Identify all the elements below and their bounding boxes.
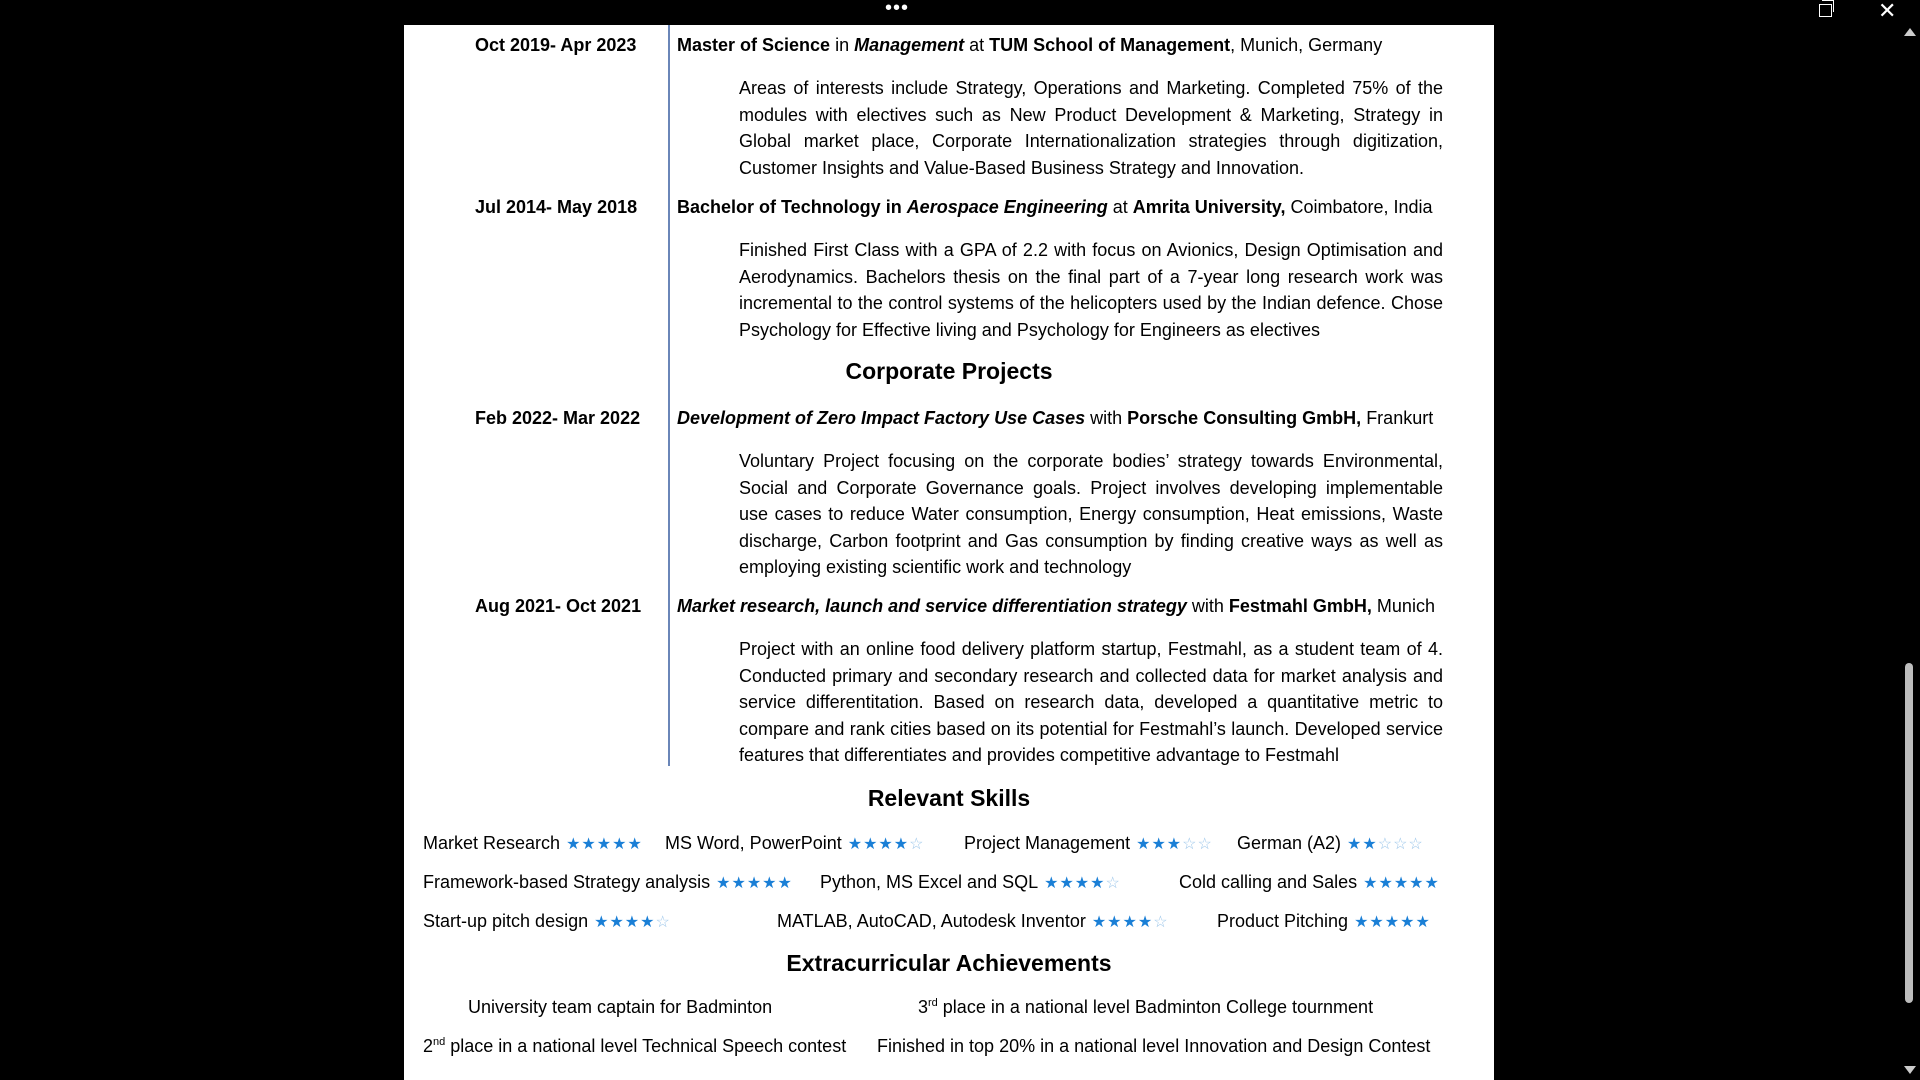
location: , Munich, Germany	[1230, 35, 1383, 55]
location: Frankurt	[1361, 408, 1434, 428]
education-description: Finished First Class with a GPA of 2.2 with focus on Avionics, Design Optimisation and Aerodynamics. Bachelors thesis on the final part of a 7-year long research work was incremental to the control systems of the helicopters used by the Indian defence. Chose Psychology for Effective living and Psychology for Engineers as electives	[739, 240, 1443, 340]
section-title-achievements: Extracurricular Achievements	[786, 950, 1112, 976]
star-filled-icon: ★	[1415, 914, 1431, 931]
star-filled-icon: ★	[847, 836, 864, 853]
rating-stars-icon	[1044, 875, 1121, 892]
more-options-icon[interactable]: •••	[885, 0, 910, 19]
close-icon[interactable]: ✕	[1878, 0, 1897, 23]
institution: Amrita University,	[1132, 197, 1286, 217]
star-filled-icon: ★	[1136, 836, 1152, 853]
achievement-item: Finished in top 20% in a national level Innovation and Design Contest	[877, 1036, 1431, 1056]
star-filled-icon: ★	[1151, 836, 1167, 853]
star-filled-icon: ★	[1044, 875, 1060, 892]
rating-stars-icon	[1092, 914, 1169, 931]
connector: in	[830, 35, 855, 55]
star-filled-icon: ★	[1091, 914, 1108, 931]
star-empty-icon: ☆	[1182, 836, 1198, 853]
company: Porsche Consulting GmbH,	[1127, 408, 1362, 428]
skill-item: Project Management ★★★☆☆	[964, 833, 1213, 853]
star-filled-icon: ★	[1074, 875, 1091, 892]
education-date: Oct 2019- Apr 2023	[475, 35, 637, 55]
star-filled-icon: ★	[1409, 875, 1425, 892]
skill-item: Cold calling and Sales ★★★★★	[1179, 872, 1440, 892]
star-filled-icon: ★	[1354, 914, 1370, 931]
achievement-item: 2nd place in a national level Technical Speech contest	[423, 1036, 847, 1056]
connector: with	[1186, 596, 1229, 616]
rating-stars-icon	[1354, 914, 1431, 931]
star-filled-icon: ★	[1166, 836, 1183, 853]
section-title-projects: Corporate Projects	[845, 358, 1053, 384]
project-heading	[677, 596, 1435, 617]
rating-stars-icon	[716, 875, 793, 892]
timeline-divider	[668, 25, 670, 766]
star-filled-icon: ★	[777, 875, 793, 892]
skill-item: Python, MS Excel and SQL ★★★★☆	[820, 872, 1121, 892]
star-filled-icon: ★	[1363, 875, 1379, 892]
institution: TUM School of Management	[989, 35, 1231, 55]
connector: with	[1085, 408, 1128, 428]
star-filled-icon: ★	[1369, 914, 1385, 931]
star-filled-icon: ★	[594, 914, 610, 931]
skill-item: Start-up pitch design ★★★★☆	[423, 911, 671, 931]
education-heading	[677, 197, 1433, 218]
project-description: Project with an online food delivery platform startup, Festmahl, as a student team of 4. Conducted primary and secondary research and collected data for market analysis and service differentitation. Based on research data, developed a quantitative metric to compare and rank cities based on its potential for Festmahl’s launch. Developed service features that differentiates and provides competitive advantage to Festmahl	[739, 639, 1443, 765]
star-filled-icon: ★	[1122, 914, 1138, 931]
star-empty-icon: ☆	[1153, 914, 1169, 931]
section-title-skills: Relevant Skills	[867, 785, 1031, 811]
scrollbar-thumb[interactable]	[1905, 663, 1913, 1003]
skill-item: MS Word, PowerPoint ★★★★☆	[665, 833, 925, 853]
star-filled-icon: ★	[1107, 914, 1123, 931]
skill-item: Product Pitching ★★★★★	[1217, 911, 1431, 931]
star-filled-icon: ★	[1378, 875, 1394, 892]
rating-stars-icon	[1136, 836, 1213, 853]
project-heading	[677, 408, 1433, 429]
rating-stars-icon	[1347, 836, 1424, 853]
star-empty-icon: ☆	[909, 836, 925, 853]
star-empty-icon: ☆	[1377, 836, 1394, 853]
degree: Bachelor of Technology in	[677, 197, 907, 217]
star-filled-icon: ★	[609, 914, 625, 931]
star-filled-icon: ★	[566, 836, 582, 853]
window-title-bar	[0, 0, 1920, 25]
project-title: Market research, launch and service differentiation strategy	[677, 596, 1187, 616]
star-empty-icon: ☆	[1197, 836, 1213, 853]
star-filled-icon: ★	[1090, 875, 1106, 892]
star-filled-icon: ★	[878, 836, 894, 853]
star-filled-icon: ★	[1384, 914, 1401, 931]
document-page	[404, 25, 1494, 1080]
star-filled-icon: ★	[716, 875, 732, 892]
field: Aerospace Engineering	[906, 197, 1108, 217]
star-empty-icon: ☆	[1408, 836, 1424, 853]
star-filled-icon: ★	[1393, 875, 1410, 892]
achievement-item: 3rd place in a national level Badminton College tournment	[918, 997, 1374, 1017]
connector: at	[1107, 197, 1133, 217]
star-filled-icon: ★	[746, 875, 763, 892]
star-empty-icon: ☆	[1393, 836, 1409, 853]
star-filled-icon: ★	[893, 836, 910, 853]
star-filled-icon: ★	[581, 836, 597, 853]
education-description: Areas of interests include Strategy, Operations and Marketing. Completed 75% of the modules with electives such as New Product Development & Marketing, Strategy in Global market place, Corporate Internationalization strategies through digitization, Customer Insights and Value-Based Business Strategy and Innovation.	[739, 78, 1443, 178]
achievement-item: University team captain for Badminton	[468, 997, 773, 1017]
star-filled-icon: ★	[1400, 914, 1416, 931]
restore-window-icon[interactable]	[1819, 4, 1832, 17]
star-filled-icon: ★	[863, 836, 879, 853]
project-date: Aug 2021- Oct 2021	[475, 596, 642, 616]
skill-item: Market Research ★★★★★	[423, 833, 643, 853]
star-filled-icon: ★	[1347, 836, 1363, 853]
location: Coimbatore, India	[1285, 197, 1433, 217]
star-empty-icon: ☆	[1105, 875, 1121, 892]
education-date: Jul 2014- May 2018	[475, 197, 638, 217]
star-filled-icon: ★	[1137, 914, 1154, 931]
rating-stars-icon	[594, 914, 671, 931]
field: Management	[854, 35, 965, 55]
star-filled-icon: ★	[627, 836, 643, 853]
company: Festmahl GmbH,	[1228, 596, 1372, 616]
star-filled-icon: ★	[640, 914, 656, 931]
skill-item: MATLAB, AutoCAD, Autodesk Inventor ★★★★☆	[777, 911, 1169, 931]
education-heading	[677, 35, 1382, 56]
degree: Master of Science	[677, 35, 831, 55]
star-filled-icon: ★	[762, 875, 778, 892]
location: Munich	[1371, 596, 1435, 616]
connector: at	[964, 35, 990, 55]
star-filled-icon: ★	[596, 836, 613, 853]
rating-stars-icon	[848, 836, 925, 853]
skill-item: German (A2) ★★☆☆☆	[1237, 833, 1424, 853]
project-title: Development of Zero Impact Factory Use Cases	[677, 408, 1086, 428]
star-filled-icon: ★	[612, 836, 628, 853]
scroll-up-icon[interactable]	[1904, 28, 1916, 36]
scroll-down-icon[interactable]	[1904, 1066, 1916, 1074]
rating-stars-icon	[566, 836, 643, 853]
star-filled-icon: ★	[1059, 875, 1075, 892]
rating-stars-icon	[1363, 875, 1440, 892]
skill-item: Framework-based Strategy analysis ★★★★★	[423, 872, 793, 892]
star-empty-icon: ☆	[655, 914, 671, 931]
star-filled-icon: ★	[1362, 836, 1378, 853]
star-filled-icon: ★	[1424, 875, 1440, 892]
project-date: Feb 2022- Mar 2022	[475, 408, 641, 428]
star-filled-icon: ★	[624, 914, 641, 931]
project-description: Voluntary Project focusing on the corporate bodies’ strategy towards Environmental, Social and Corporate Governance goals. Project involves developing implementable use cases to reduce Water consumption, Energy consumption, Heat emissions, Waste discharge, Carbon footprint and Gas consumption by finding creative ways as well as employing existing scientific work and technology	[739, 451, 1443, 577]
star-filled-icon: ★	[731, 875, 747, 892]
